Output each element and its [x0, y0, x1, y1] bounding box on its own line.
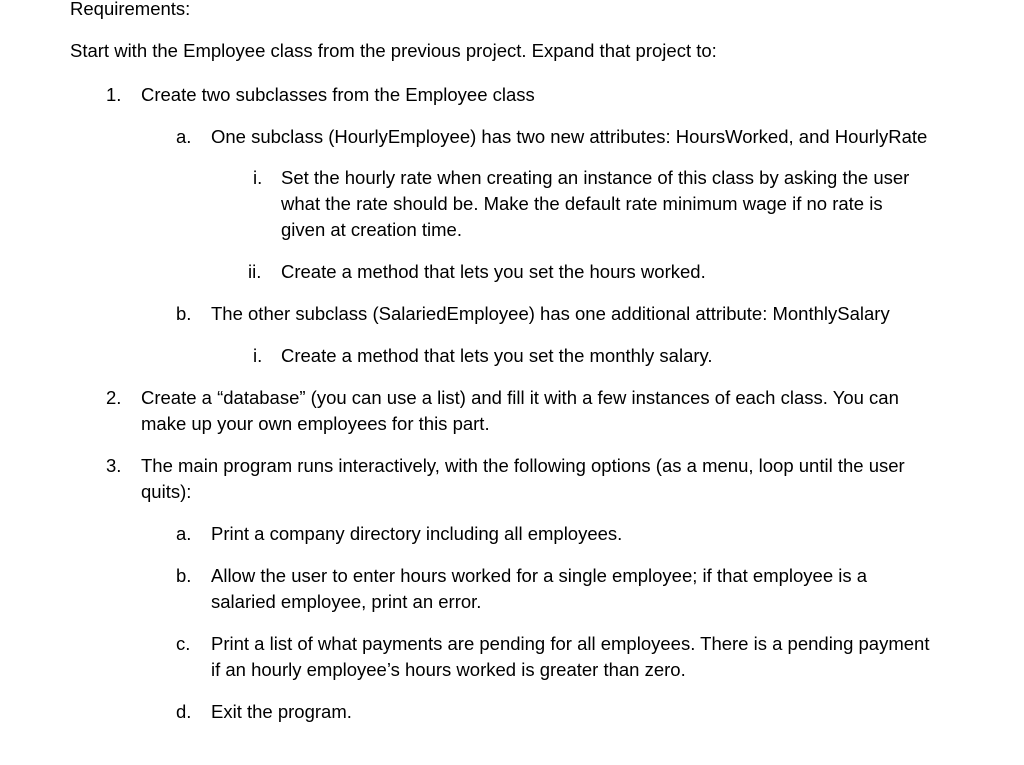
- list-item-3-line-2: quits):: [141, 481, 192, 502]
- list-marker-1bi: i.: [253, 345, 263, 366]
- list-item-1-text: Create two subclasses from the Employee class: [141, 84, 535, 105]
- list-item-1ai-line-3: given at creation time.: [281, 219, 462, 240]
- list-item-2-line-2: make up your own employees for this part.: [141, 413, 490, 434]
- list-item-1b-text: The other subclass (SalariedEmployee) has one additional attribute: MonthlySalary: [211, 303, 890, 324]
- list-item-3c-line-1: Print a list of what payments are pending for all employees. There is a pending payment: [211, 633, 930, 654]
- list-marker-2: 2.: [106, 387, 122, 408]
- list-item-3a-line-1: Print a company directory including all employees.: [211, 523, 623, 544]
- list-item-1ai-line-2: what the rate should be. Make the default rate minimum wage if no rate is: [281, 193, 883, 214]
- list-item-1bi-line-1: Create a method that lets you set the monthly salary.: [281, 345, 713, 366]
- list-item-1ai-line-1: Set the hourly rate when creating an instance of this class by asking the user: [281, 167, 910, 188]
- list-marker-1: 1.: [106, 84, 122, 105]
- list-marker-3c: c.: [176, 633, 191, 654]
- list-marker-3b: b.: [176, 565, 192, 586]
- list-marker-3: 3.: [106, 455, 122, 476]
- list-item-1aii-line-1: Create a method that lets you set the hours worked.: [281, 261, 706, 282]
- list-item-3-line-1: The main program runs interactively, with the following options (as a menu, loop until the user: [141, 455, 905, 476]
- page-heading: Requirements:: [70, 0, 191, 19]
- list-item-3b-line-1: Allow the user to enter hours worked for a single employee; if that employee is a: [211, 565, 868, 586]
- list-marker-1ai: i.: [253, 167, 263, 188]
- list-marker-1aii: ii.: [248, 261, 262, 282]
- list-item-2-line-1: Create a “database” (you can use a list) and fill it with a few instances of each class. You can: [141, 387, 899, 408]
- list-item-3d-line-1: Exit the program.: [211, 701, 352, 722]
- list-item-3c-line-2: if an hourly employee’s hours worked is greater than zero.: [211, 659, 686, 680]
- list-item-1a-text: One subclass (HourlyEmployee) has two new attributes: HoursWorked, and HourlyRate: [211, 126, 928, 147]
- list-item-3b-line-2: salaried employee, print an error.: [211, 591, 482, 612]
- list-marker-3a: a.: [176, 523, 192, 544]
- intro-paragraph: Start with the Employee class from the previous project. Expand that project to:: [70, 40, 717, 61]
- list-marker-1b: b.: [176, 303, 192, 324]
- list-marker-3d: d.: [176, 701, 192, 722]
- list-marker-1a: a.: [176, 126, 192, 147]
